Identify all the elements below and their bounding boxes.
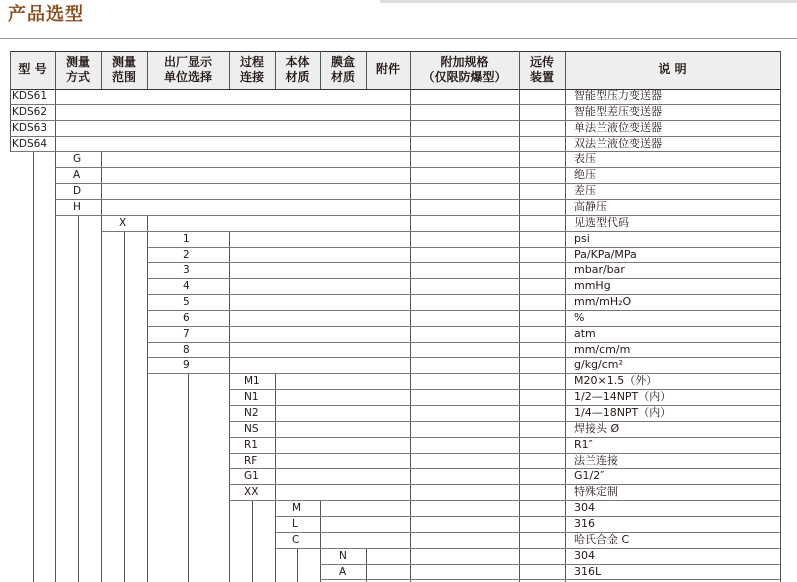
- option-description: 焊接头 Ø: [574, 421, 620, 435]
- option-code: KDS62: [12, 105, 47, 118]
- option-description: psi: [574, 231, 590, 245]
- row-line: [275, 516, 780, 517]
- option-code: 6: [183, 311, 190, 324]
- option-description: mm/cm/m: [574, 342, 631, 356]
- row-line: [10, 151, 780, 152]
- tree-connector: [252, 501, 253, 582]
- option-code: XX: [244, 486, 259, 499]
- header-cell-7: 附件: [375, 62, 400, 76]
- header-divider: [565, 51, 566, 89]
- option-code: N1: [244, 391, 259, 404]
- row-line: [10, 136, 780, 137]
- option-code: L: [292, 517, 298, 530]
- row-line: [147, 247, 780, 248]
- row-line: [55, 183, 780, 184]
- header-divider: [366, 51, 367, 89]
- option-code: N2: [244, 407, 259, 419]
- option-code: G1: [244, 470, 259, 483]
- option-description: 1/4—18NPT（内）: [574, 406, 672, 419]
- option-description: g/kg/cm²: [574, 358, 623, 372]
- tree-connector: [297, 549, 298, 582]
- row-line: [229, 389, 780, 390]
- row-line: [101, 231, 780, 232]
- body-divider: [55, 89, 56, 582]
- option-description: 差压: [574, 184, 596, 198]
- header-cell-9: 远传 装置: [529, 54, 554, 84]
- option-description: 双法兰液位变送器: [574, 136, 662, 150]
- option-code: 5: [183, 296, 190, 309]
- body-divider: [147, 216, 148, 582]
- option-description: mmHg: [574, 279, 611, 293]
- option-code: 9: [183, 359, 190, 372]
- option-code: G: [73, 153, 82, 166]
- header-cell-4: 过程 连接: [239, 54, 264, 84]
- row-line: [229, 421, 780, 422]
- option-code: RF: [244, 454, 258, 467]
- row-line: [55, 167, 780, 168]
- option-code: 1: [183, 232, 190, 245]
- option-description: 1/2—14NPT（内）: [574, 390, 672, 404]
- row-line: [320, 564, 780, 565]
- body-divider: [320, 501, 321, 582]
- option-code: KDS64: [12, 137, 47, 150]
- header-cell-10: 说 明: [658, 62, 687, 76]
- option-description: R1″: [574, 437, 593, 451]
- row-line: [147, 262, 780, 263]
- page-title: 产品选型: [8, 4, 84, 25]
- header-divider: [320, 51, 321, 89]
- row-line: [229, 437, 780, 438]
- header-divider: [780, 51, 781, 89]
- body-divider-left: [10, 89, 11, 152]
- row-line: [229, 405, 780, 406]
- option-code: 4: [183, 280, 190, 293]
- option-code: A: [339, 565, 347, 578]
- option-code: A: [73, 169, 81, 182]
- option-description: 高静压: [574, 199, 607, 213]
- header-divider: [147, 51, 148, 89]
- header-divider: [410, 51, 411, 89]
- option-code: NS: [244, 422, 259, 435]
- row-line: [275, 532, 780, 533]
- row-line: [147, 326, 780, 327]
- header-divider: [519, 51, 520, 89]
- option-code: KDS63: [12, 121, 47, 134]
- header-cell-2: 测量 范围: [111, 54, 136, 84]
- header-divider: [10, 51, 11, 89]
- header-divider: [55, 51, 56, 89]
- option-code: C: [292, 533, 300, 546]
- top-decoration-line: [380, 0, 797, 3]
- option-description: 哈氏合金 C: [574, 532, 630, 546]
- header-cell-6: 膜盒 材质: [330, 54, 355, 84]
- header-divider: [229, 51, 230, 89]
- option-description: 绝压: [574, 168, 596, 182]
- option-code: 2: [183, 248, 190, 261]
- row-line: [147, 342, 780, 343]
- option-code: M: [292, 502, 302, 515]
- option-description: Pa/KPa/MPa: [574, 247, 637, 261]
- row-line: [275, 548, 780, 549]
- option-code: KDS61: [12, 90, 47, 102]
- title-divider: [0, 38, 797, 39]
- option-description: 见选型代码: [574, 215, 629, 229]
- option-code: X: [119, 216, 127, 229]
- row-line: [147, 294, 780, 295]
- option-code: D: [73, 185, 82, 198]
- body-divider: [780, 89, 781, 582]
- option-description: 316: [574, 516, 595, 530]
- option-description: 法兰连接: [574, 453, 618, 467]
- header-cell-0: 型 号: [18, 62, 47, 76]
- option-description: 单法兰液位变送器: [574, 120, 662, 134]
- row-line: [147, 310, 780, 311]
- header-cell-8: 附加规格 （仅限防爆型）: [422, 54, 507, 84]
- option-code: 3: [183, 264, 190, 277]
- option-description: 智能型压力变送器: [574, 89, 662, 102]
- row-line: [10, 104, 780, 105]
- option-code: N: [339, 549, 347, 562]
- body-divider: [229, 232, 230, 582]
- option-code: 8: [183, 343, 190, 356]
- row-line: [147, 373, 780, 374]
- header-divider: [101, 51, 102, 89]
- row-line: [55, 215, 780, 216]
- row-line: [229, 500, 780, 501]
- row-line: [229, 453, 780, 454]
- row-line: [229, 468, 780, 469]
- option-code: M1: [244, 375, 260, 388]
- option-description: mbar/bar: [574, 263, 625, 277]
- option-description: G1/2″: [574, 469, 605, 483]
- body-divider: [101, 152, 102, 582]
- option-description: 特殊定制: [574, 485, 618, 499]
- row-line: [55, 199, 780, 200]
- tree-connector: [78, 216, 79, 582]
- row-line: [229, 484, 780, 485]
- header-cell-5: 本体 材质: [285, 54, 310, 84]
- body-divider: [410, 89, 411, 582]
- option-description: 316L: [574, 564, 602, 578]
- option-description: 304: [574, 548, 595, 562]
- body-divider: [366, 549, 367, 582]
- row-line: [147, 357, 780, 358]
- option-description: 表压: [574, 152, 596, 166]
- option-code: H: [73, 200, 81, 213]
- body-divider: [519, 89, 520, 582]
- tree-connector: [33, 152, 34, 582]
- row-line: [320, 579, 780, 580]
- option-description: %: [574, 310, 585, 324]
- option-description: mm/mH₂O: [574, 295, 632, 309]
- body-divider: [565, 89, 566, 582]
- header-divider: [275, 51, 276, 89]
- option-description: M20×1.5（外）: [574, 374, 658, 388]
- header-cell-3: 出厂显示 单位选择: [163, 54, 212, 84]
- header-cell-1: 测量 方式: [65, 54, 90, 84]
- option-description: atm: [574, 326, 596, 340]
- row-line: [147, 278, 780, 279]
- option-code: 7: [183, 327, 190, 340]
- tree-connector: [124, 232, 125, 582]
- option-code: R1: [244, 438, 258, 451]
- row-line: [10, 120, 780, 121]
- option-description: 智能型差压变送器: [574, 104, 662, 118]
- option-description: 304: [574, 501, 595, 515]
- tree-connector: [188, 374, 189, 582]
